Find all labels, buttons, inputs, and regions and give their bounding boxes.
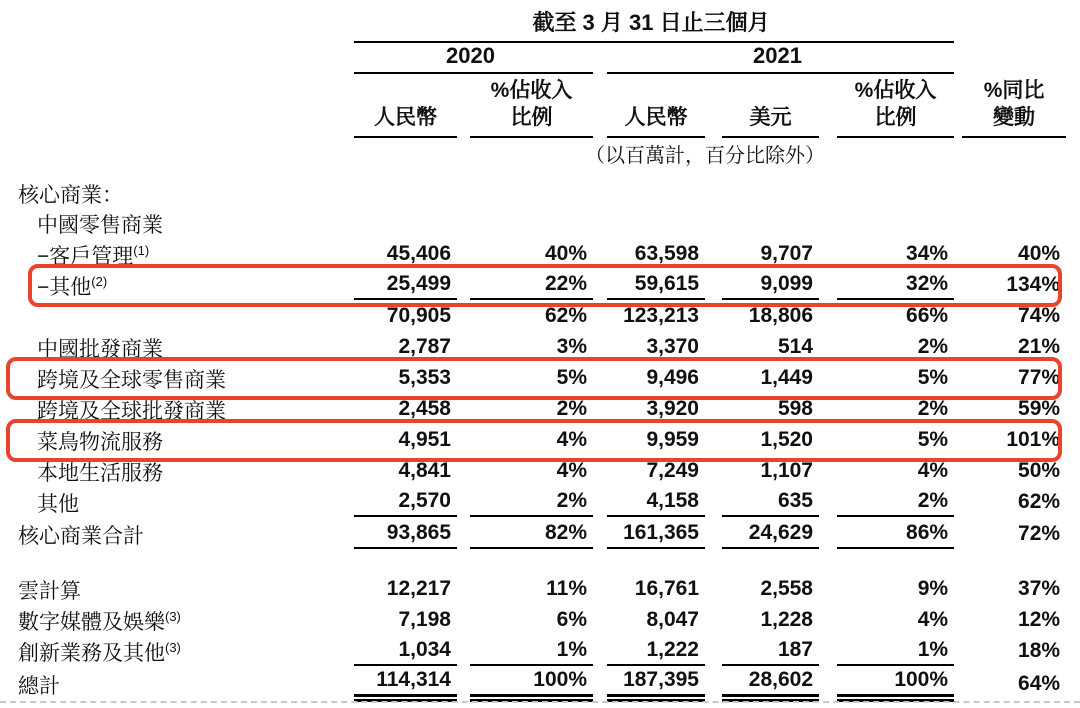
- cell-yoy: 134%: [1006, 272, 1061, 296]
- cell-rmb-2021: 123,213: [623, 303, 699, 327]
- cell-yoy: 50%: [1018, 458, 1061, 482]
- cell-yoy: 101%: [1006, 427, 1061, 451]
- page-bottom-dashed-rule: [0, 701, 1080, 703]
- cell-rmb-2020: 2,787: [398, 334, 451, 358]
- row-label: 核心商業合計: [18, 524, 144, 548]
- table-row: [0, 179, 1080, 209]
- row-label: 跨境及全球批發商業: [37, 399, 226, 423]
- cell-rmb-2020: 25,499: [352, 270, 459, 301]
- cell-usd-2021: 9,707: [760, 241, 813, 265]
- cell-yoy: 21%: [1018, 334, 1061, 358]
- cell-pct-2020: 5%: [556, 365, 587, 389]
- col-label: 人民幣: [374, 106, 437, 130]
- cell-usd-2021: 187: [707, 636, 821, 667]
- col-header-usd-2021: [707, 74, 821, 138]
- year-2021-cell: [595, 43, 956, 74]
- cell-rmb-2020: 4,951: [398, 427, 451, 451]
- row-label: −其他$^{(2)}$: [0, 270, 352, 301]
- year-2021-label: 2021: [607, 43, 954, 74]
- footnote-marker: (1): [133, 242, 150, 258]
- cell-rmb-2021: 16,761: [634, 576, 699, 600]
- cell-pct-2020: 100%: [459, 667, 595, 703]
- year-2020-label: 2020: [354, 43, 593, 74]
- cell-usd-2021: 635: [707, 487, 821, 518]
- cell-yoy: 12%: [1018, 607, 1061, 631]
- col-header-pct-2020: [459, 74, 595, 138]
- cell-pct-2020: 22%: [459, 270, 595, 301]
- table-row: [0, 605, 1080, 636]
- col-label: %佔收入: [490, 79, 573, 103]
- table-row: [0, 394, 1080, 425]
- table-row: [0, 138, 1080, 169]
- col-header-yoy: [956, 74, 1080, 138]
- cell-pct-2021: 2%: [821, 487, 956, 518]
- cell-rmb-2021: 7,249: [646, 458, 699, 482]
- row-label: 核心商業：: [18, 184, 123, 207]
- cell-rmb-2021: 161,365: [595, 518, 707, 551]
- cell-pct-2021: 86%: [821, 518, 956, 551]
- cell-pct-2021: 34%: [906, 241, 949, 265]
- col-label: 比例: [874, 106, 917, 130]
- table-row: [0, 636, 1080, 667]
- table-row-highlighted: [0, 270, 1080, 301]
- cell-usd-2021: 514: [777, 334, 813, 358]
- cell-pct-2021: 2%: [917, 334, 949, 358]
- row-label: 其他: [37, 492, 79, 516]
- cell-yoy: 64%: [1018, 672, 1061, 695]
- cell-pct-2021: 4%: [917, 458, 949, 482]
- cell-pct-2020: 3%: [556, 334, 587, 358]
- row-label: [0, 301, 352, 332]
- cell-pct-2021: 32%: [821, 270, 956, 301]
- row-label: 菜鳥物流服務: [0, 425, 352, 456]
- cell-usd-2021: 1,228: [760, 607, 813, 631]
- cell-rmb-2020: 7,198: [398, 607, 451, 631]
- cell-rmb-2020: 70,905: [386, 303, 451, 327]
- units-note: （以百萬計，百分比除外）: [585, 145, 826, 167]
- cell-yoy: 59%: [1018, 396, 1061, 420]
- cell-rmb-2021: 63,598: [634, 241, 699, 265]
- row-label: 跨境及全球零售商業: [0, 363, 352, 394]
- col-label: 美元: [749, 106, 792, 130]
- cell-pct-2021: 100%: [821, 667, 956, 703]
- col-label: 變動: [993, 106, 1036, 130]
- cell-usd-2021: 28,602: [707, 667, 821, 703]
- cell-pct-2021: 9%: [917, 576, 949, 600]
- table-row: [0, 487, 1080, 518]
- row-label: 中國批發商業: [37, 337, 163, 361]
- cell-rmb-2021: 3,370: [646, 334, 699, 358]
- row-label: 數字媒體及娛樂$^{(3)}$: [18, 608, 181, 634]
- cell-pct-2021: 66%: [906, 303, 949, 327]
- subtotal-row: [0, 518, 1080, 551]
- cell-pct-2020: 11%: [546, 576, 587, 600]
- row-label: 本地生活服務: [37, 461, 163, 485]
- cell-yoy: 72%: [1018, 521, 1061, 545]
- cell-rmb-2021: 9,496: [646, 365, 699, 389]
- period-header-cell: [352, 6, 956, 43]
- table-row: [0, 209, 1080, 239]
- cell-pct-2021: 1%: [821, 636, 956, 667]
- cell-pct-2021: 4%: [917, 607, 949, 631]
- cell-usd-2021: 598: [777, 396, 813, 420]
- cell-pct-2020: 62%: [544, 303, 587, 327]
- cell-yoy: 18%: [1018, 638, 1061, 662]
- period-title: 截至 3 月 31 日止三個月: [354, 6, 954, 43]
- table-row: [0, 43, 1080, 74]
- cell-pct-2020: 4%: [556, 427, 587, 451]
- cell-rmb-2021: 59,615: [595, 270, 707, 301]
- cell-rmb-2020: 2,570: [352, 487, 459, 518]
- row-label: −客戶管理$^{(1)}$: [37, 242, 150, 268]
- table-row: [0, 6, 1080, 43]
- table-row: [0, 239, 1080, 270]
- cell-usd-2021: 1,520: [760, 427, 813, 451]
- cell-pct-2020: 1%: [459, 636, 595, 667]
- footnote-marker: (3): [165, 639, 181, 655]
- cell-yoy: 40%: [1018, 241, 1061, 265]
- col-header-rmb-2020: [352, 74, 459, 138]
- cell-rmb-2020: 2,458: [398, 396, 451, 420]
- cell-rmb-2020: 4,841: [398, 458, 451, 482]
- cell-usd-2021: 1,449: [760, 365, 813, 389]
- table-row-highlighted: [0, 425, 1080, 456]
- cell-pct-2020: 2%: [459, 487, 595, 518]
- cell-usd-2021: 24,629: [707, 518, 821, 551]
- cell-rmb-2020: 45,406: [386, 241, 451, 265]
- revenue-table: [0, 6, 1080, 703]
- cell-rmb-2020: 93,865: [352, 518, 459, 551]
- col-header-rmb-2021: [595, 74, 707, 138]
- cell-rmb-2021: 9,959: [646, 427, 699, 451]
- cell-pct-2020: 40%: [544, 241, 587, 265]
- cell-yoy: 62%: [1018, 489, 1061, 513]
- cell-usd-2021: 9,099: [707, 270, 821, 301]
- row-label: 中國零售商業: [37, 214, 163, 237]
- col-header-pct-2021: [821, 74, 956, 138]
- cell-pct-2021: 2%: [917, 396, 949, 420]
- cell-usd-2021: 1,107: [760, 458, 813, 482]
- cell-pct-2021: 5%: [917, 427, 949, 451]
- cell-rmb-2021: 8,047: [646, 607, 699, 631]
- row-label: 創新業務及其他$^{(3)}$: [18, 639, 181, 665]
- cell-rmb-2020: 5,353: [398, 365, 451, 389]
- cell-yoy: 37%: [1018, 576, 1061, 600]
- units-note-cell: [352, 138, 1080, 169]
- cell-usd-2021: 2,558: [760, 576, 813, 600]
- col-label: 人民幣: [624, 106, 688, 130]
- cell-yoy: 74%: [1018, 303, 1061, 327]
- cell-yoy: 77%: [1018, 365, 1061, 389]
- cell-rmb-2020: 12,217: [386, 576, 451, 600]
- cell-pct-2020: 4%: [556, 458, 587, 482]
- table-row: [0, 301, 1080, 332]
- cell-rmb-2021: 3,920: [646, 396, 699, 420]
- col-label: %佔收入: [854, 79, 937, 103]
- row-label: 雲計算: [18, 579, 81, 603]
- footnote-marker: (2): [91, 273, 108, 289]
- cell-pct-2020: 2%: [556, 396, 587, 420]
- column-header-row: [0, 74, 1080, 138]
- cell-rmb-2020: 114,314: [352, 667, 459, 703]
- footnote-marker: (3): [165, 608, 181, 624]
- cell-usd-2021: 18,806: [748, 303, 813, 327]
- col-label: %同比: [983, 79, 1045, 103]
- cell-pct-2020: 6%: [556, 607, 587, 631]
- table-row: [0, 574, 1080, 605]
- table-row: [0, 332, 1080, 363]
- table-row: [0, 456, 1080, 487]
- cell-pct-2021: 5%: [917, 365, 949, 389]
- cell-rmb-2021: 187,395: [595, 667, 707, 703]
- cell-rmb-2021: 4,158: [595, 487, 707, 518]
- row-label: 總計: [18, 675, 60, 698]
- cell-pct-2020: 82%: [459, 518, 595, 551]
- year-2020-cell: [352, 43, 595, 74]
- total-row: [0, 667, 1080, 703]
- col-label: 比例: [510, 106, 553, 130]
- table-row-highlighted: [0, 363, 1080, 394]
- cell-rmb-2020: 1,034: [352, 636, 459, 667]
- cell-rmb-2021: 1,222: [595, 636, 707, 667]
